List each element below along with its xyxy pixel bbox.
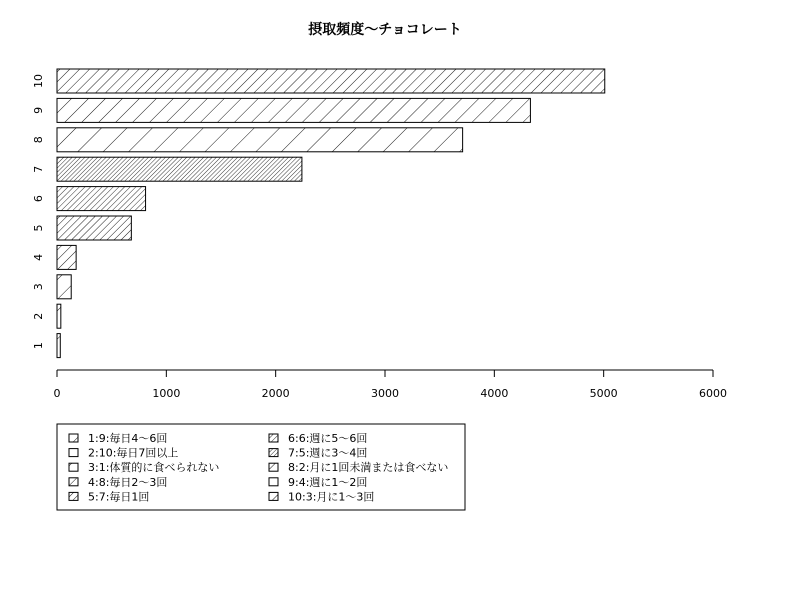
x-tick-label: 6000 [699, 387, 727, 400]
legend-label: 10:3:月に1〜3回 [288, 490, 375, 504]
legend-swatch [269, 492, 278, 500]
legend-label: 6:6:週に5〜6回 [288, 432, 368, 445]
y-axis-labels [32, 74, 45, 349]
bar-1 [57, 334, 60, 358]
x-tick-label: 5000 [589, 387, 618, 400]
legend-swatch [269, 463, 278, 471]
y-tick-label: 6 [32, 195, 45, 203]
y-tick-label: 5 [32, 224, 45, 232]
legend-swatch [269, 434, 278, 442]
bar-4 [57, 245, 76, 269]
legend-swatch [69, 449, 78, 457]
bar-5 [57, 216, 131, 240]
legend-swatch [69, 492, 78, 500]
y-tick-label: 4 [32, 253, 45, 261]
legend-label: 3:1:体質的に食べられない [88, 461, 220, 475]
bar-9 [57, 98, 530, 122]
legend-swatch [269, 449, 278, 457]
legend-label: 5:7:毎日1回 [88, 490, 150, 504]
chart-title: 摂取頻度〜チョコレート [308, 22, 462, 38]
legend-swatch [69, 478, 78, 486]
legend-label: 1:9:毎日4〜6回 [88, 432, 168, 445]
x-tick-label: 2000 [261, 387, 290, 400]
bar-6 [57, 187, 146, 211]
legend-label: 9:4:週に1〜2回 [288, 475, 368, 489]
legend-label: 4:8:毎日2〜3回 [88, 475, 168, 489]
x-tick-label: 4000 [480, 387, 509, 400]
x-axis [54, 370, 728, 400]
bar-3 [57, 275, 71, 299]
legend-label: 7:5:週に3〜4回 [288, 446, 368, 460]
bar-2 [57, 304, 61, 328]
legend-swatch [269, 478, 278, 486]
bar-10 [57, 69, 605, 93]
bars-group [57, 69, 605, 358]
legend-swatch [69, 463, 78, 471]
bar-7 [57, 157, 302, 181]
y-tick-label: 3 [32, 283, 45, 291]
legend [57, 424, 465, 510]
y-tick-label: 7 [32, 165, 45, 173]
x-tick-label: 0 [53, 387, 61, 400]
legend-label: 8:2:月に1回未満または食べない [288, 461, 449, 475]
y-tick-label: 8 [32, 136, 45, 144]
bar-8 [57, 128, 463, 152]
x-tick-label: 3000 [371, 387, 399, 400]
x-tick-label: 1000 [152, 387, 181, 400]
y-tick-label: 1 [32, 342, 45, 350]
legend-swatch [69, 434, 78, 442]
y-tick-label: 10 [32, 74, 45, 88]
legend-label: 2:10:毎日7回以上 [88, 446, 179, 460]
y-tick-label: 2 [32, 312, 45, 320]
y-tick-label: 9 [32, 106, 45, 114]
